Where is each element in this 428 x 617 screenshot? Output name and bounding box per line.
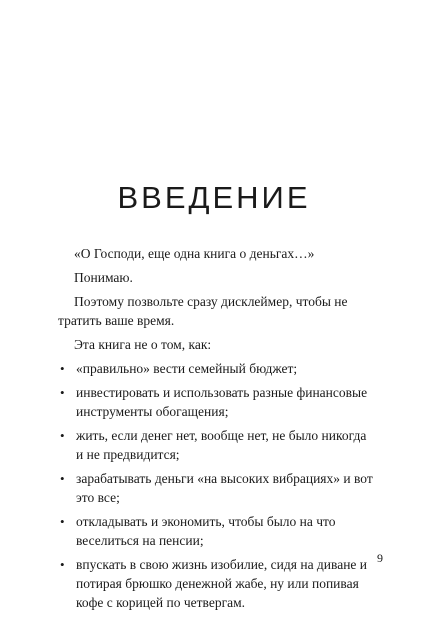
list-item-text: впускать в свою жизнь изобилие, сидя на диване и потирая брюшко денежной жабе, ну или попивая кофе с корицей по четвергам.	[76, 557, 368, 610]
bullet-marker: •	[60, 361, 65, 376]
list-item-text: жить, если денег нет, вообще нет, не было никогда и не предвидится;	[76, 428, 367, 462]
paragraph-list-intro: Эта книга не о том, как:	[74, 337, 212, 352]
list-item	[58, 359, 376, 378]
list-item	[58, 383, 376, 421]
paragraph-quote: «О Господи, еще одна книга о деньгах…»	[74, 246, 315, 261]
list-item	[58, 469, 376, 507]
page-number: 9	[377, 551, 383, 565]
list-item-text: инвестировать и использовать разные финансовые инструменты обогащения;	[76, 385, 368, 419]
paragraph-understand: Понимаю.	[74, 270, 133, 285]
list-item	[58, 512, 376, 550]
bullet-marker: •	[60, 557, 65, 572]
paragraph-disclaimer: Поэтому позвольте сразу дисклеймер, чтобы не тратить ваше время.	[58, 294, 348, 328]
list-item	[58, 555, 376, 612]
bullet-marker: •	[60, 428, 65, 443]
bullet-marker: •	[60, 471, 65, 486]
body-text	[58, 244, 376, 617]
list-item-text: зарабатывать деньги «на высоких вибрациях» и вот это все;	[76, 471, 373, 505]
list-item-text: откладывать и экономить, чтобы было на что веселиться на пенсии;	[76, 514, 336, 548]
list-item	[58, 426, 376, 464]
bullet-list	[58, 359, 376, 612]
chapter-title: ВВЕДЕНИЕ	[117, 180, 311, 215]
list-item-text: «правильно» вести семейный бюджет;	[76, 361, 298, 376]
bullet-marker: •	[60, 514, 65, 529]
bullet-marker: •	[60, 385, 65, 400]
